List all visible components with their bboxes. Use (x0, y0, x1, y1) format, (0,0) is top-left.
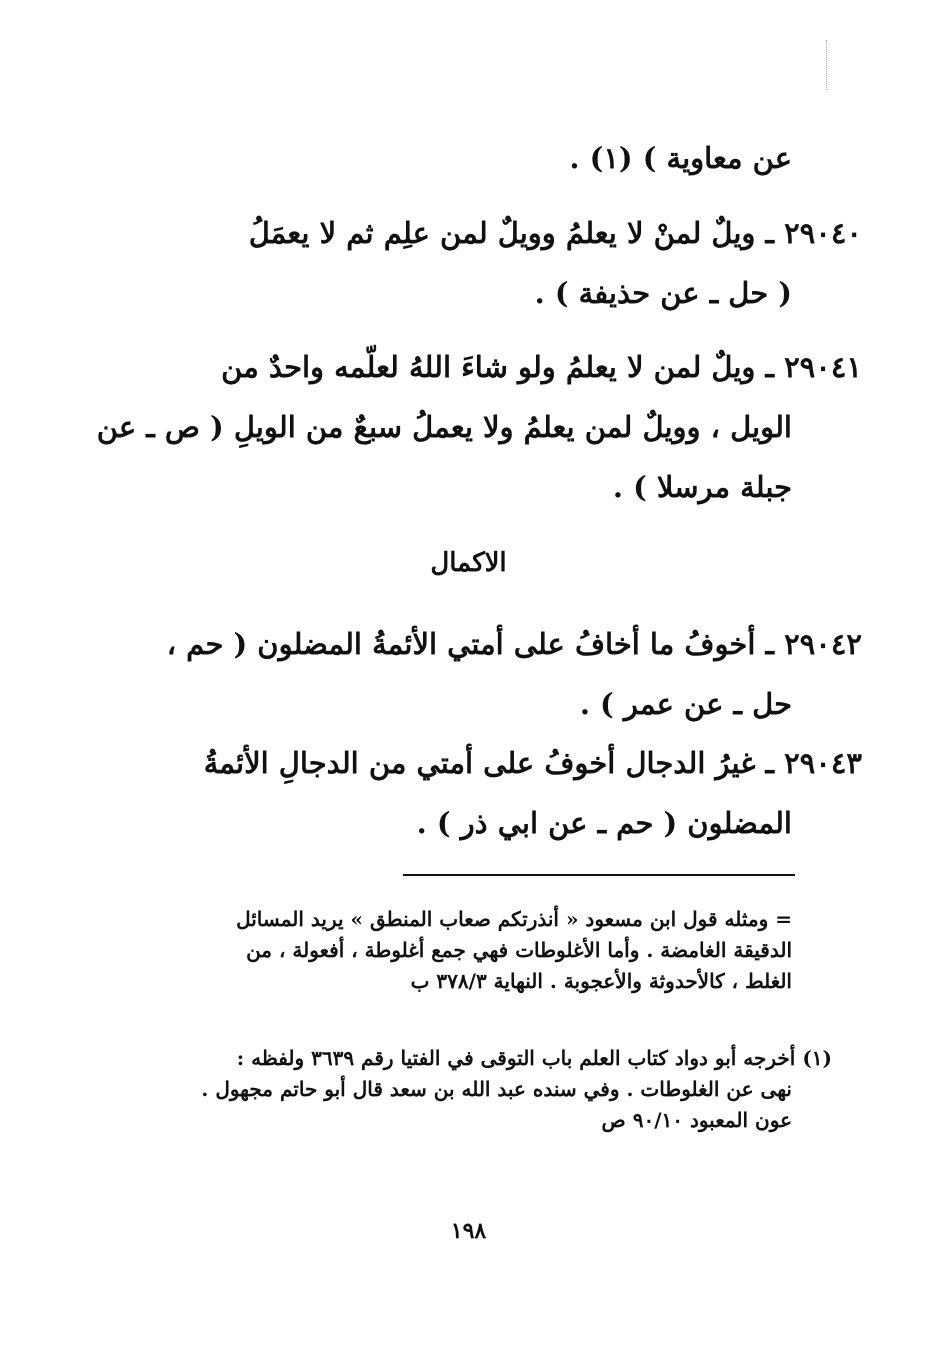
page-number: ١٩٨ (450, 1218, 487, 1244)
hadith-29041-line-2: الويل ، وويلٌ لمن يعلمُ ولا يعملُ سبعٌ من الويلِ ( ص ـ عن (96, 410, 792, 444)
footnote-1 (95, 1043, 832, 1136)
opening-line-text: عن معاوية ) (١) . (569, 141, 792, 175)
footnote-continuation-line-2: الدقيقة الغامضة . وأما الأغلوطات فهي جمع أغلوطة ، أفعولة ، من (246, 938, 792, 962)
scan-margin-mark (826, 40, 828, 90)
footnote-continuation-line-1: = ومثله قول ابن مسعود « أنذرتكم صعاب المنطق » يريد المسائل (236, 907, 792, 931)
hadith-29041-line-1: ٢٩٠٤١ ـ ويلٌ لمن لا يعلمُ ولو شاءَ اللهُ لعلّمه واحدٌ من (221, 350, 862, 384)
footnote-1-line-3: عون المعبود ٩٠/١٠ ص (601, 1108, 792, 1132)
hadith-29040-line-1: ٢٩٠٤٠ ـ ويلٌ لمنْ لا يعلمُ وويلٌ لمن علِم ثم لا يعمَلُ (248, 216, 862, 250)
footnote-1-line-1: (١) أخرجه أبو دواد كتاب العلم باب التوقى في الفتيا رقم ٣٦٣٩ ولفظه : (236, 1046, 832, 1070)
hadith-29042-line-1: ٢٩٠٤٢ ـ أخوفُ ما أخافُ على أمتي الأئمةُ المضلون ( حم ، (166, 627, 862, 661)
footnote-1-line-2: نهى عن الغلوطات . وفي سنده عبد الله بن سعد قال أبو حاتم مجهول . (201, 1077, 792, 1101)
footnote-continuation-line-3: الغلط ، كالأحدوثة والأعجوبة . النهاية ٣٧٨/٣ ب (410, 969, 792, 993)
hadith-29043-line-1: ٢٩٠٤٣ ـ غيرُ الدجال أخوفُ على أمتي من الدجالِ الأئمةُ (203, 746, 862, 780)
hadith-29041-line-3: جبلة مرسلا ) . (612, 470, 792, 504)
hadith-29043 (95, 733, 862, 853)
opening-line (95, 128, 792, 188)
hadith-29042-line-2: حل ـ عن عمر ) . (579, 687, 792, 721)
footnote-continuation (95, 904, 792, 997)
hadith-29040 (95, 203, 862, 323)
footnote-separator (403, 874, 795, 876)
hadith-29041 (95, 337, 862, 517)
section-heading: الاكمال (430, 548, 507, 578)
hadith-29043-line-2: المضلون ( حم ـ عن ابي ذر ) . (416, 806, 792, 840)
hadith-29042 (95, 614, 862, 734)
hadith-29040-line-2: ( حل ـ عن حذيفة ) . (534, 276, 792, 310)
